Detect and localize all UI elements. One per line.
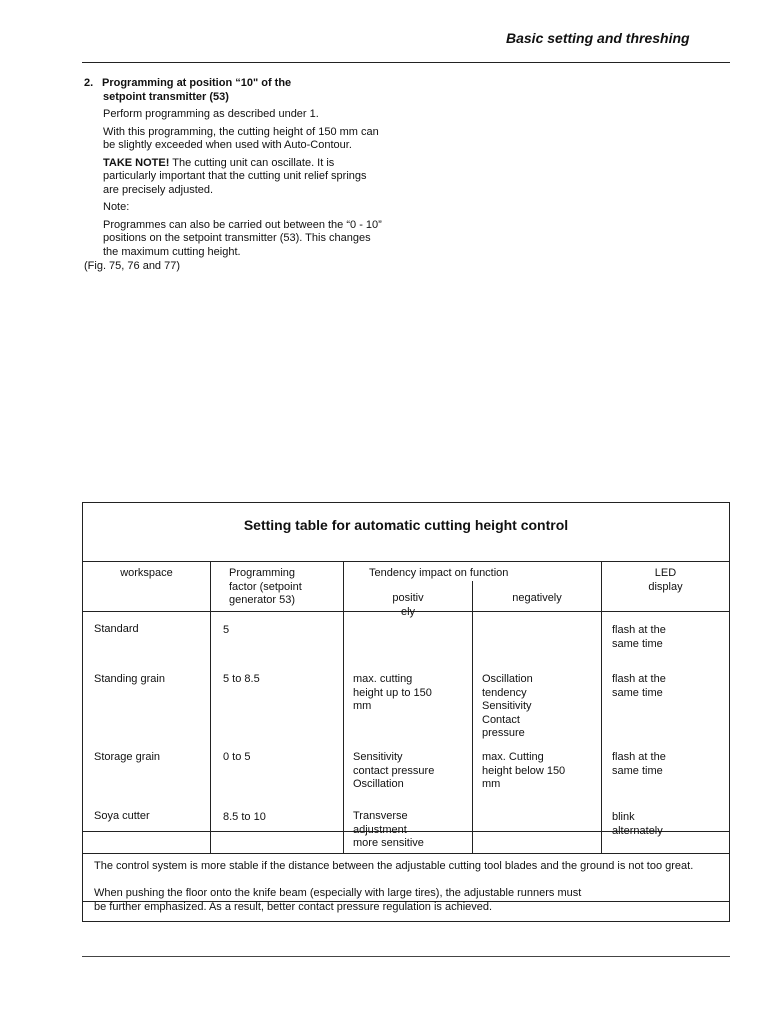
table-row-3-factor: 0 to 5 [223,751,251,763]
note-text: Programmes can also be carried out between the “0 - 10” positions on the setpoint transmitter (53). This changes the maximum cutting height. [103,218,382,258]
figure-reference: (Fig. 75, 76 and 77) [84,260,181,272]
table-row-1-led: flash at the same time [612,624,666,650]
section-number: 2. [84,77,94,89]
table-row-2-negatively: Oscillation tendency Sensitivity Contact pressure [482,673,533,739]
column-divider-4 [601,561,602,853]
section-heading-line2: setpoint transmitter (53) [103,90,229,103]
header-programming-factor: Programming factor (setpoint generator 53) [229,567,302,606]
header-led-display: LED display [648,567,683,593]
page-header-title: Basic setting and threshing [506,30,690,46]
section-heading [84,77,384,91]
table-footnote-runners-line1: When pushing the floor onto the knife beam (especially with large tires), the adjustable runners must [94,887,582,899]
paragraph-perform: Perform programming as described under 1. [103,108,319,120]
table-row-3-negatively: max. Cutting height below 150 mm [482,751,566,790]
table-row-2-factor: 5 to 8.5 [223,673,260,685]
table-row-2-positively: max. cutting height up to 150 mm [353,673,432,712]
table-row-4-led: blink alternately [612,811,663,837]
paragraph-cutting-height: With this programming, the cutting height of 150 mm can be slightly exceeded when used with Auto-Contour. [103,125,379,151]
programming-section [84,77,384,274]
table-title: Setting table for automatic cutting height control [243,517,569,533]
paragraph-take-note [103,157,384,198]
header-workspace: workspace [120,567,173,579]
table-title-divider [83,561,729,562]
section-heading-line1: Programming at position “10" of the [102,77,292,89]
table-row-4-positively: Transverse adjustment more sensitive [353,810,424,849]
setting-table [82,502,730,922]
table-row-4-factor: 8.5 to 10 [223,811,266,823]
table-body-divider [83,853,729,854]
table-row-4-workspace: Soya cutter [94,810,150,822]
table-row-3-positively: Sensitivity contact pressure Oscillation [353,751,435,790]
footer-divider [82,956,730,957]
header-tendency: Tendency impact on function [369,567,509,579]
table-row-2-led: flash at the same time [612,673,666,699]
header-negatively: negatively [512,592,562,604]
table-row-3-led: flash at the same time [612,751,666,777]
header-divider [82,62,730,63]
column-divider-1 [210,561,211,853]
column-divider-3 [472,581,473,853]
table-row-3-workspace: Storage grain [94,751,161,763]
table-row-1-workspace: Standard [94,623,139,635]
table-row-1-factor: 5 [223,624,230,636]
header-positively: positiv ely [392,592,424,618]
table-footnote-stability: The control system is more stable if the distance between the adjustable cutting tool blades and the ground is not too great. [94,860,694,872]
table-footnote-runners-line2: be further emphasized. As a result, better contact pressure regulation is achieved. [94,901,493,913]
table-row-2-workspace: Standing grain [94,673,165,685]
note-label: Note: [103,201,130,213]
take-note-text: The cutting unit can oscillate. It is particularly important that the cutting unit relief springs are precisely adjusted. [103,156,367,196]
take-note-label: TAKE NOTE! [103,156,170,169]
